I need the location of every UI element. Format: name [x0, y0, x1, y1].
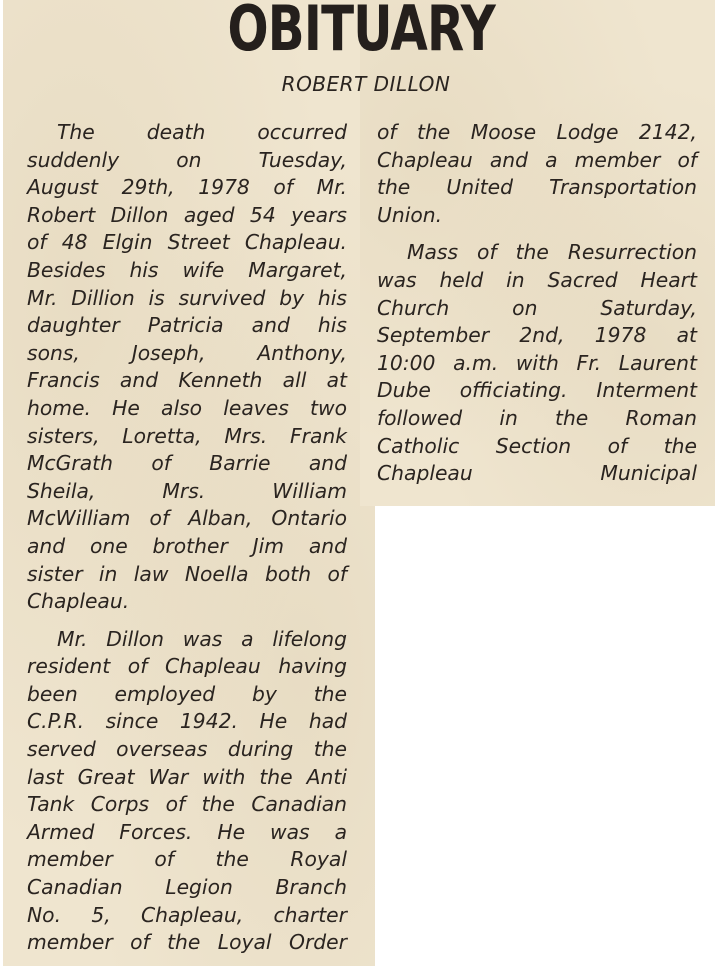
- text-line: C.P.R. since 1942. He had: [27, 709, 347, 734]
- text-line: Mr. Dillion is survived by his: [27, 285, 347, 310]
- paragraph-death-notice: [27, 119, 347, 616]
- article-right-column: [377, 119, 697, 488]
- text-line: member of the Loyal Order: [27, 930, 347, 955]
- text-line: McGrath of Barrie and: [27, 451, 347, 476]
- text-line: last Great War with the Anti: [27, 764, 347, 789]
- text-line: daughter Patricia and his: [27, 313, 347, 338]
- text-line: Catholic Section of the: [377, 433, 697, 458]
- text-line: Tank Corps of the Canadian: [27, 792, 347, 817]
- text-line: No. 5, Chapleau, charter: [27, 902, 347, 927]
- text-line: Chapleau.: [27, 589, 130, 614]
- obituary-heading: OBITUARY: [227, 0, 496, 65]
- text-line: The death occurred: [57, 120, 347, 144]
- text-line: 10:00 a.m. with Fr. Laurent: [377, 350, 697, 375]
- text-line: September 2nd, 1978 at: [377, 323, 697, 348]
- text-line: Sheila, Mrs. William: [27, 478, 347, 503]
- text-line: followed in the Roman: [377, 405, 697, 430]
- text-line: was held in Sacred Heart: [377, 267, 697, 292]
- paragraph-funeral-mass: [377, 239, 697, 487]
- text-line: member of the Royal: [27, 847, 347, 872]
- paragraph-life-history: [27, 626, 347, 957]
- text-line: Besides his wife Margaret,: [27, 257, 347, 282]
- text-line: the United Transportation: [377, 175, 697, 200]
- paragraph-memberships: [377, 119, 697, 229]
- text-line: sisters, Loretta, Mrs. Frank: [27, 423, 347, 448]
- text-line: Union.: [377, 202, 443, 227]
- text-line: resident of Chapleau having: [27, 654, 347, 679]
- text-line: of the Moose Lodge 2142,: [377, 120, 697, 144]
- text-line: McWilliam of Alban, Ontario: [27, 506, 347, 531]
- text-line: Robert Dillon aged 54 years: [27, 202, 347, 227]
- text-line: Armed Forces. He was a: [27, 819, 347, 844]
- text-line: Chapleau and a member of: [377, 147, 697, 172]
- text-line: Francis and Kenneth all at: [27, 368, 347, 393]
- text-line: suddenly on Tuesday,: [27, 147, 347, 172]
- article-left-column: [27, 119, 347, 957]
- text-line: Mr. Dillon was a lifelong: [57, 626, 347, 651]
- text-line: and one brother Jim and: [27, 533, 347, 558]
- text-line: of 48 Elgin Street Chapleau.: [27, 230, 347, 255]
- deceased-name-byline: ROBERT DILLON: [281, 72, 451, 96]
- text-line: Church on Saturday,: [377, 295, 697, 320]
- text-line: Mass of the Resurrection: [407, 240, 697, 265]
- text-line: Chapleau Municipal: [377, 461, 697, 486]
- text-line: home. He also leaves two: [27, 395, 347, 420]
- text-line: been employed by the: [27, 681, 347, 706]
- text-line: Canadian Legion Branch: [27, 875, 347, 900]
- text-line: Dube officiating. Interment: [377, 378, 697, 403]
- text-line: August 29th, 1978 of Mr.: [27, 175, 347, 200]
- text-line: served overseas during the: [27, 737, 347, 762]
- text-line: sons, Joseph, Anthony,: [27, 340, 347, 365]
- text-line: sister in law Noella both of: [27, 561, 347, 586]
